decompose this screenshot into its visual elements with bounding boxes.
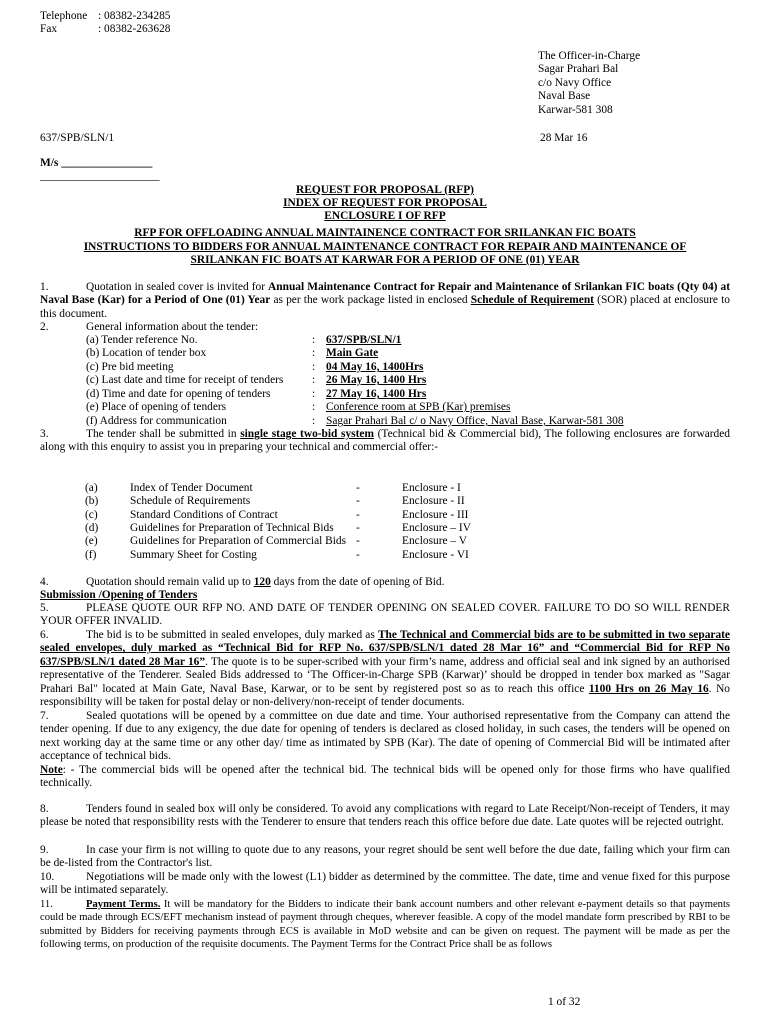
address-line: Karwar-581 308 <box>538 103 613 116</box>
list-item: (d) Guidelines for Preparation of Technical Bids - Enclosure – IV <box>85 522 471 534</box>
list-item: (e) Guidelines for Preparation of Commercial Bids - Enclosure – V <box>85 535 467 547</box>
para-number: 6. <box>40 629 49 641</box>
fax-label: Fax <box>40 23 58 35</box>
telephone-value: : 08382-234285 <box>98 10 171 22</box>
address-line: The Officer-in-Charge <box>538 50 641 62</box>
para-number: 5. <box>40 602 49 614</box>
title-rfp: REQUEST FOR PROPOSAL (RFP) <box>296 184 474 196</box>
paragraph-11: 11. Payment Terms. It will be mandatory for the Bidders to indicate their bank account numbers and other relevant e-payment details so that payments could be made through ECS/EFT mechanism instead of payment through cheques, wherever feasible. A copy of the model mandate form prescribed by RBI to be submitted by Bidders for receiving payments through ECS is available in MoD website and can be given on request. The payment will be made as per the following terms, on production of the requisite documents. The Payment Terms for the Contract Price shall be as follows <box>40 899 731 951</box>
paragraph-6: 6. The bid is to be submitted in sealed envelopes, duly marked as The Technical and Commercial bids are to be submitted in two separate sealed envelopes, duly marked as “Technical Bid for RFP No. 637/SPB/SLN/1 dated 28 Mar 16” and “Commercial Bid for RFP No 637/SPB/SLN/1 dated 28 Mar 16”. The quote is to be super-scribed with your firm’s name, address and official seal and ink signed by an authorised representative of the Tenderer. Sealed Bids addressed to ‘The Officer-in-Charge SPB (Karwar)’ should be dropped in tender box marked as "Sagar Prahari Bal" located at Main Gate, Naval Base, Karwar, or to be sent by registered post so as to reach this office 1100 Hrs on 26 May 16. No responsibility will be taken for postal delay or non-delivery/non-receipt of tender documents. <box>40 629 730 709</box>
paragraph-1: 1. Quotation in sealed cover is invited for Annual Maintenance Contract for Repair and Maintenance of Srilankan FIC boats (Qty 04) at Naval Base (Kar) for a Period of One (01) Year as per the work package listed in enclosed Schedule of Requirement (SOR) placed at enclosure to this document. <box>40 281 730 320</box>
title-offloading: RFP FOR OFFLOADING ANNUAL MAINTAINENCE CONTRACT FOR SRILANKAN FIC BOATS <box>134 227 636 239</box>
table-row: (d) Time and date for opening of tenders : 27 May 16, 1400 Hrs <box>86 388 427 400</box>
table-row: (e) Place of opening of tenders : Conference room at SPB (Kar) premises <box>86 401 511 413</box>
para-number: 2. <box>40 321 49 333</box>
title-instructions: INSTRUCTIONS TO BIDDERS FOR ANNUAL MAINTENANCE CONTRACT FOR REPAIR AND MAINTENANCE OF <box>83 241 687 253</box>
table-row: (a) Tender reference No. : 637/SPB/SLN/1 <box>86 334 402 346</box>
para-number: 3. <box>40 428 49 440</box>
telephone-label: Telephone <box>40 10 88 22</box>
title-index: INDEX OF REQUEST FOR PROPOSAL <box>283 197 487 209</box>
para-number: 8. <box>40 803 49 815</box>
paragraph-8: 8. Tenders found in sealed box will only be considered. To avoid any complications with regard to Late Receipt/Non-receipt of Tenders, it may please be noted that responsibility rests with the Tenderer to ensure that tenders reach this office before due date. Late quotes will be rejected outright. <box>40 803 730 829</box>
title-enclosure: ENCLOSURE I OF RFP <box>324 210 446 222</box>
para-number: 4. <box>40 576 49 588</box>
paragraph-4: Quotation should remain valid up to 120 days from the date of opening of Bid. <box>86 576 445 588</box>
paragraph-7: 7. Sealed quotations will be opened by a committee on due date and time. Your authorised representative from the Company can attend the tender opening. If due to any exigency, the due date for opening of tenders is declared as closed holiday, in such cases, the tenders will be opened on next working day at the same time or any other day/ time as intimated by SPB (Kar). The date of opening of Commercial Bid will be intimated after acceptance of technical bids. <box>40 710 730 763</box>
paragraph-10: 10. Negotiations will be made only with the lowest (L1) bidder as determined by the committee. The date, time and venue fixed for this purpose will be intimated separately. <box>40 871 730 897</box>
letter-date: 28 Mar 16 <box>540 132 588 144</box>
list-item: (a) Index of Tender Document - Enclosure - I <box>85 482 461 494</box>
para-number: 10. <box>40 871 55 883</box>
para-number: 7. <box>40 710 49 722</box>
list-item: (b) Schedule of Requirements - Enclosure - II <box>85 495 465 507</box>
reference-number: 637/SPB/SLN/1 <box>40 132 115 144</box>
address-line: Sagar Prahari Bal <box>538 63 619 76</box>
address-line: c/o Navy Office <box>538 76 612 89</box>
list-item: (c) Standard Conditions of Contract - Enclosure - III <box>85 509 469 521</box>
paragraph-3: 3. The tender shall be submitted in single stage two-bid system (Technical bid & Commercial bid), The following enclosures are forwarded along with this enquiry to assist you in preparing your technical and commercial offer:- <box>40 428 730 454</box>
addressee-line: M/s ________________ <box>40 157 153 169</box>
para-number: 9. <box>40 844 49 856</box>
note-paragraph: Note: - The commercial bids will be opened after the technical bid. The technical bids will be opened only for those firms who have qualified technically. <box>40 764 730 790</box>
paragraph-5: 5. PLEASE QUOTE OUR RFP NO. AND DATE OF TENDER OPENING ON SEALED COVER. FAILURE TO DO SO WILL RENDER YOUR OFFER INVALID. <box>40 602 730 628</box>
list-item: (f) Summary Sheet for Costing - Enclosure - VI <box>85 549 469 561</box>
title-instructions-2: SRILANKAN FIC BOATS AT KARWAR FOR A PERIOD OF ONE (01) YEAR <box>190 254 580 266</box>
address-line: Naval Base <box>538 90 591 103</box>
payment-terms-label: Payment Terms. <box>86 899 161 910</box>
address-block <box>538 50 640 117</box>
table-row: (b) Location of tender box : Main Gate <box>86 347 379 359</box>
table-row: (c) Pre bid meeting : 04 May 16, 1400Hrs <box>86 361 424 373</box>
table-row: (c) Last date and time for receipt of tenders : 26 May 16, 1400 Hrs <box>86 374 427 386</box>
fax-value: : 08382-263628 <box>98 23 171 35</box>
paragraph-2: General information about the tender: <box>86 321 259 333</box>
para-number: 11. <box>40 899 53 910</box>
page-number: 1 of 32 <box>548 996 581 1008</box>
table-row: (f) Address for communication : Sagar Prahari Bal c/ o Navy Office, Naval Base, Karwar-581 308 <box>86 415 624 427</box>
submission-heading: Submission /Opening of Tenders <box>40 589 198 601</box>
addressee-line-2: _____________________ <box>40 170 160 182</box>
note-label: Note <box>40 764 63 776</box>
paragraph-9: 9. In case your firm is not willing to quote due to any reasons, your regret should be sent well before the due date, failing which your firm can be de-listed from the Contractor's list. <box>40 844 730 870</box>
para-number: 1. <box>40 281 49 293</box>
